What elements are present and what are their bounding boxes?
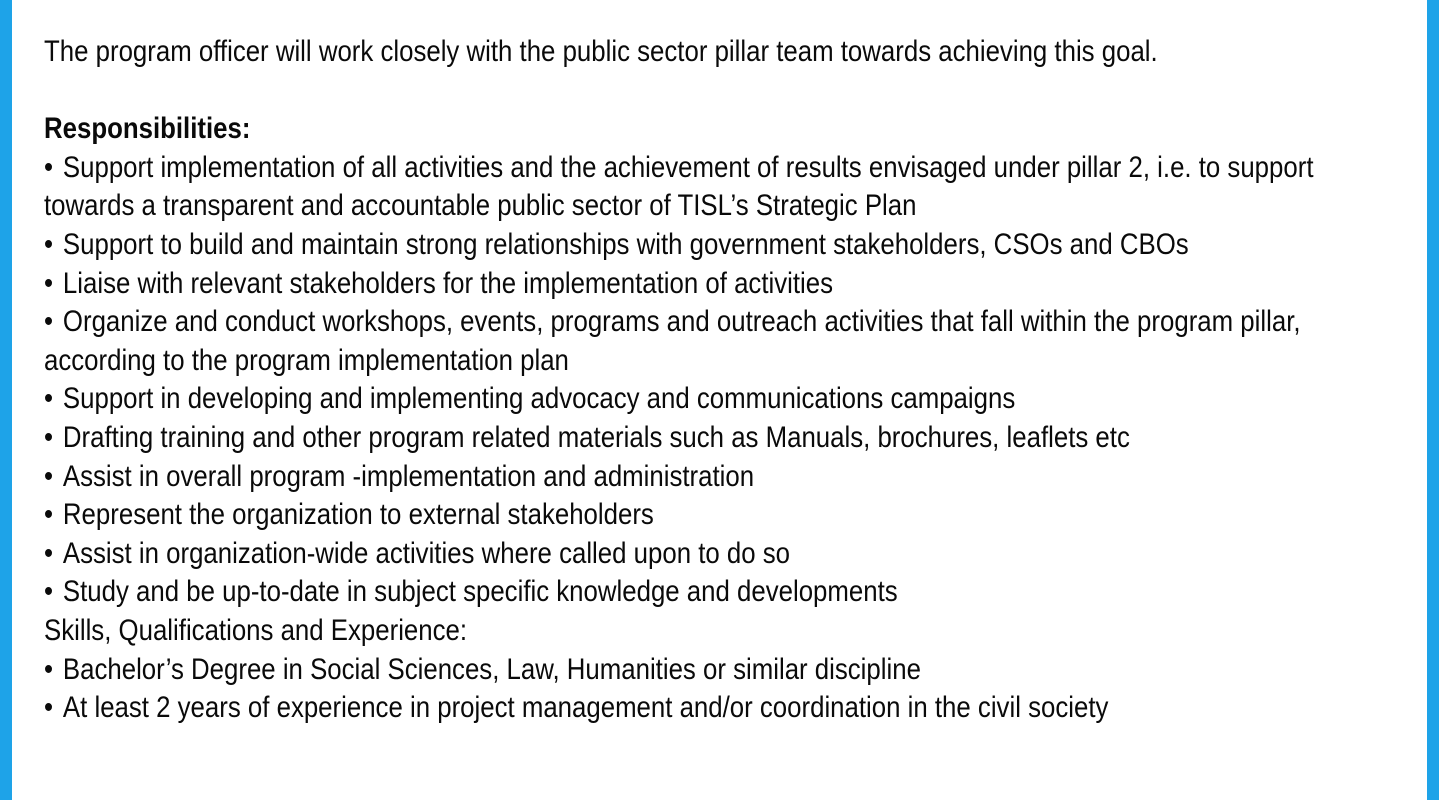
bullet-icon: • (44, 382, 54, 416)
list-item-text: Study and be up-to-date in subject specific knowledge and developments (62, 575, 898, 609)
list-item (44, 265, 1374, 304)
bullet-icon: • (44, 150, 54, 184)
bullet-icon: • (44, 420, 54, 454)
skills-heading: Skills, Qualifications and Experience: (44, 613, 468, 647)
list-item-text: Represent the organization to external stakeholders (62, 498, 654, 532)
list-item (44, 149, 1374, 226)
list-item-text: Assist in overall program -implementation and administration (62, 459, 755, 493)
bullet-icon: • (44, 266, 54, 300)
list-item (44, 226, 1374, 265)
responsibilities-heading: Responsibilities: (44, 112, 251, 146)
list-item-text: Support in developing and implementing advocacy and communications campaigns (62, 382, 1016, 416)
bullet-icon: • (44, 575, 54, 609)
document-body (44, 33, 1374, 728)
list-item-text: Support to build and maintain strong relationships with government stakeholders, CSOs and CBOs (62, 227, 1189, 261)
list-item (44, 380, 1374, 419)
list-item (44, 573, 1374, 612)
paragraph-spacer (44, 72, 1374, 111)
bullet-icon: • (44, 691, 54, 725)
list-item-text: Bachelor’s Degree in Social Sciences, Law, Humanities or similar discipline (62, 652, 921, 686)
skills-list (44, 651, 1374, 728)
list-item (44, 535, 1374, 574)
list-item-text: Organize and conduct workshops, events, programs and outreach activities that fall within the program pillar, according to the program implementation plan (44, 305, 1301, 377)
list-item (44, 496, 1374, 535)
list-item-text: Drafting training and other program related materials such as Manuals, brochures, leaflets etc (62, 420, 1130, 454)
list-item-text: Assist in organization-wide activities where called upon to do so (62, 536, 791, 570)
list-item (44, 651, 1374, 690)
list-item (44, 303, 1374, 380)
bullet-icon: • (44, 305, 54, 339)
bullet-icon: • (44, 459, 54, 493)
list-item (44, 689, 1374, 728)
bullet-icon: • (44, 227, 54, 261)
bullet-icon: • (44, 536, 54, 570)
list-item (44, 419, 1374, 458)
list-item-text: Support implementation of all activities and the achievement of results envisaged under pillar 2, i.e. to support towards a transparent and accountable public sector of TISL’s Strategic Plan (44, 150, 1314, 223)
intro-paragraph: The program officer will work closely with the public sector pillar team towards achieving this goal. (44, 35, 1158, 68)
list-item-text: Liaise with relevant stakeholders for the implementation of activities (62, 266, 834, 300)
list-item-text: At least 2 years of experience in project management and/or coordination in the civil society (62, 691, 1109, 725)
bullet-icon: • (44, 652, 54, 686)
list-item (44, 458, 1374, 497)
responsibilities-list (44, 149, 1374, 612)
bullet-icon: • (44, 498, 54, 532)
